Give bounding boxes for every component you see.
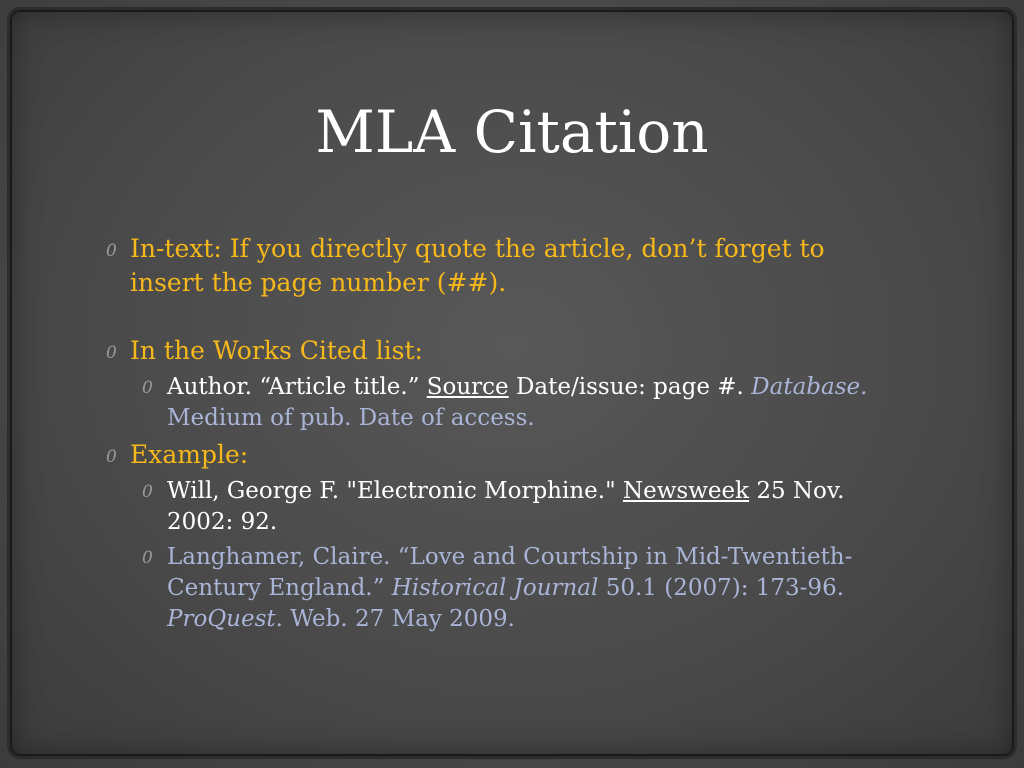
- format-date-page: Date/issue: page #.: [508, 374, 752, 400]
- bullet-marker-icon: 0: [142, 482, 153, 502]
- sub-bullet-example-1: [104, 476, 884, 538]
- bullet-marker-icon: 0: [106, 447, 117, 467]
- example1-part2: 25 Nov. 2002: 92.: [167, 478, 845, 535]
- format-source: Source: [426, 374, 509, 400]
- bullet-example: [104, 438, 884, 472]
- bullet-marker-icon: 0: [106, 241, 117, 261]
- format-author: Author. “Article title.”: [167, 374, 427, 400]
- example-text: Example:: [130, 440, 249, 469]
- example1-newsweek: Newsweek: [622, 478, 750, 504]
- bullet-marker-icon: 0: [142, 548, 153, 568]
- sub-bullet-format: [104, 372, 884, 434]
- bullet-marker-icon: 0: [106, 343, 117, 363]
- bullet-in-text: [104, 232, 884, 300]
- example2-proquest: ProQuest: [167, 606, 276, 632]
- format-database: Database.: [751, 374, 868, 400]
- example1-part1: Will, George F. "Electronic Morphine.": [167, 478, 623, 504]
- sub-bullet-example-2: [104, 542, 884, 635]
- example2-journal: Historical Journal: [391, 575, 599, 601]
- in-text-text: In-text: If you directly quote the article, don’t forget to insert the page number (##).: [130, 234, 825, 297]
- example2-part1: Langhamer, Claire. “Love and Courtship in Mid-Twentieth-Century England.”: [167, 544, 853, 601]
- format-medium: Medium of pub. Date of access.: [167, 405, 535, 431]
- bullet-works-cited: [104, 334, 884, 368]
- slide-content: [104, 232, 884, 635]
- example2-part3: . Web. 27 May 2009.: [275, 606, 515, 632]
- slide-title: MLA Citation: [315, 98, 709, 166]
- example2-part2: 50.1 (2007): 173-96.: [598, 575, 845, 601]
- bullet-marker-icon: 0: [142, 378, 153, 398]
- works-cited-text: In the Works Cited list:: [130, 336, 423, 365]
